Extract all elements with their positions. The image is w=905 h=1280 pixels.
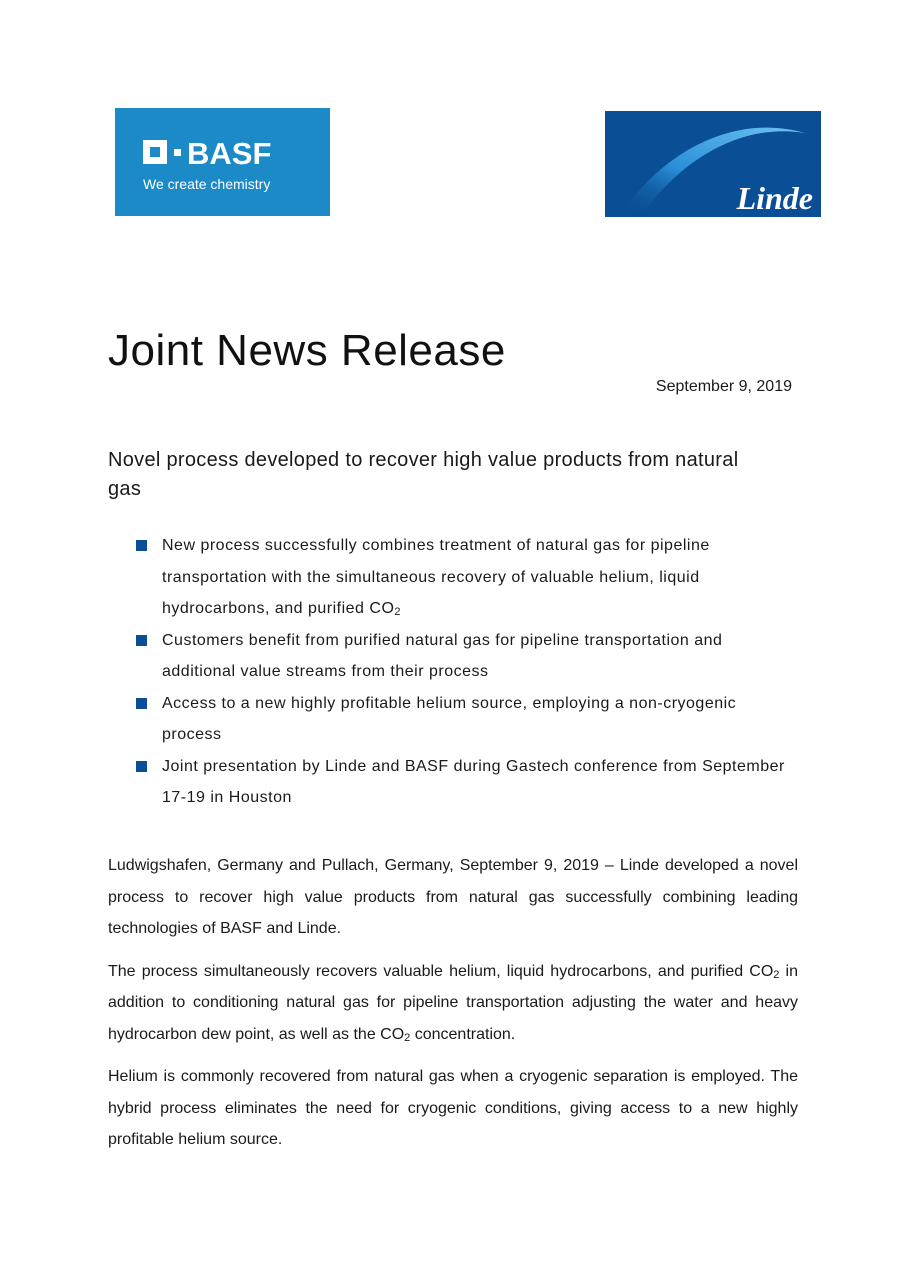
basf-tagline: We create chemistry (143, 176, 271, 192)
square-bullet-icon (136, 761, 147, 772)
linde-wordmark: Linde (736, 180, 813, 216)
release-date: September 9, 2019 (655, 378, 792, 395)
highlight-text: Joint presentation by Linde and BASF during Gastech conference from September 17-19 in Houston (162, 757, 785, 806)
basf-wordmark-text: BASF (187, 138, 272, 168)
subscript-2: 2 (773, 968, 780, 981)
highlight-text: Customers benefit from purified natural gas for pipeline transportation and additional value streams from their process (162, 631, 723, 680)
highlight-text: New process successfully combines treatment of natural gas for pipeline transportation with the simultaneous recovery of valuable helium, liquid hydrocarbons, and purified CO (162, 537, 710, 617)
subscript-2: 2 (394, 606, 402, 618)
highlight-item (136, 751, 796, 814)
highlight-item (136, 688, 796, 751)
square-bullet-icon (136, 698, 147, 709)
subscript-2: 2 (404, 1031, 411, 1044)
paragraph-text: in addition to conditioning natural gas for pipeline transportation adjusting the water and heavy hydrocarbon dew point, as well as the CO (108, 962, 798, 1043)
linde-logo (605, 111, 821, 217)
square-bullet-icon (136, 635, 147, 646)
paragraph-dateline: Ludwigshafen, Germany and Pullach, Germany, September 9, 2019 – Linde developed a novel process to recover high value products from natural gas successfully combining leading technologies of BASF and Linde. (108, 857, 798, 937)
highlight-item (136, 625, 796, 688)
basf-wordmark (143, 138, 303, 168)
basf-logo (115, 108, 330, 216)
paragraph-text: concentration. (410, 1025, 516, 1043)
body-text (108, 850, 798, 1167)
paragraph-process (108, 956, 798, 1051)
square-bullet-icon (136, 540, 147, 551)
paragraph-helium: Helium is commonly recovered from natural gas when a cryogenic separation is employed. The hybrid process eliminates the need for cryogenic conditions, giving access to a new highly profitable helium source. (108, 1068, 798, 1148)
page-title: Joint News Release (108, 326, 506, 375)
paragraph-text: The process simultaneously recovers valuable helium, liquid hydrocarbons, and purified CO (108, 962, 774, 980)
highlights-list (136, 530, 796, 814)
highlight-text: Access to a new highly profitable helium source, employing a non-cryogenic process (162, 694, 737, 743)
highlight-item (136, 530, 796, 625)
headline: Novel process developed to recover high value products from natural gas (108, 449, 739, 500)
linde-swoosh-graphic (605, 111, 821, 217)
